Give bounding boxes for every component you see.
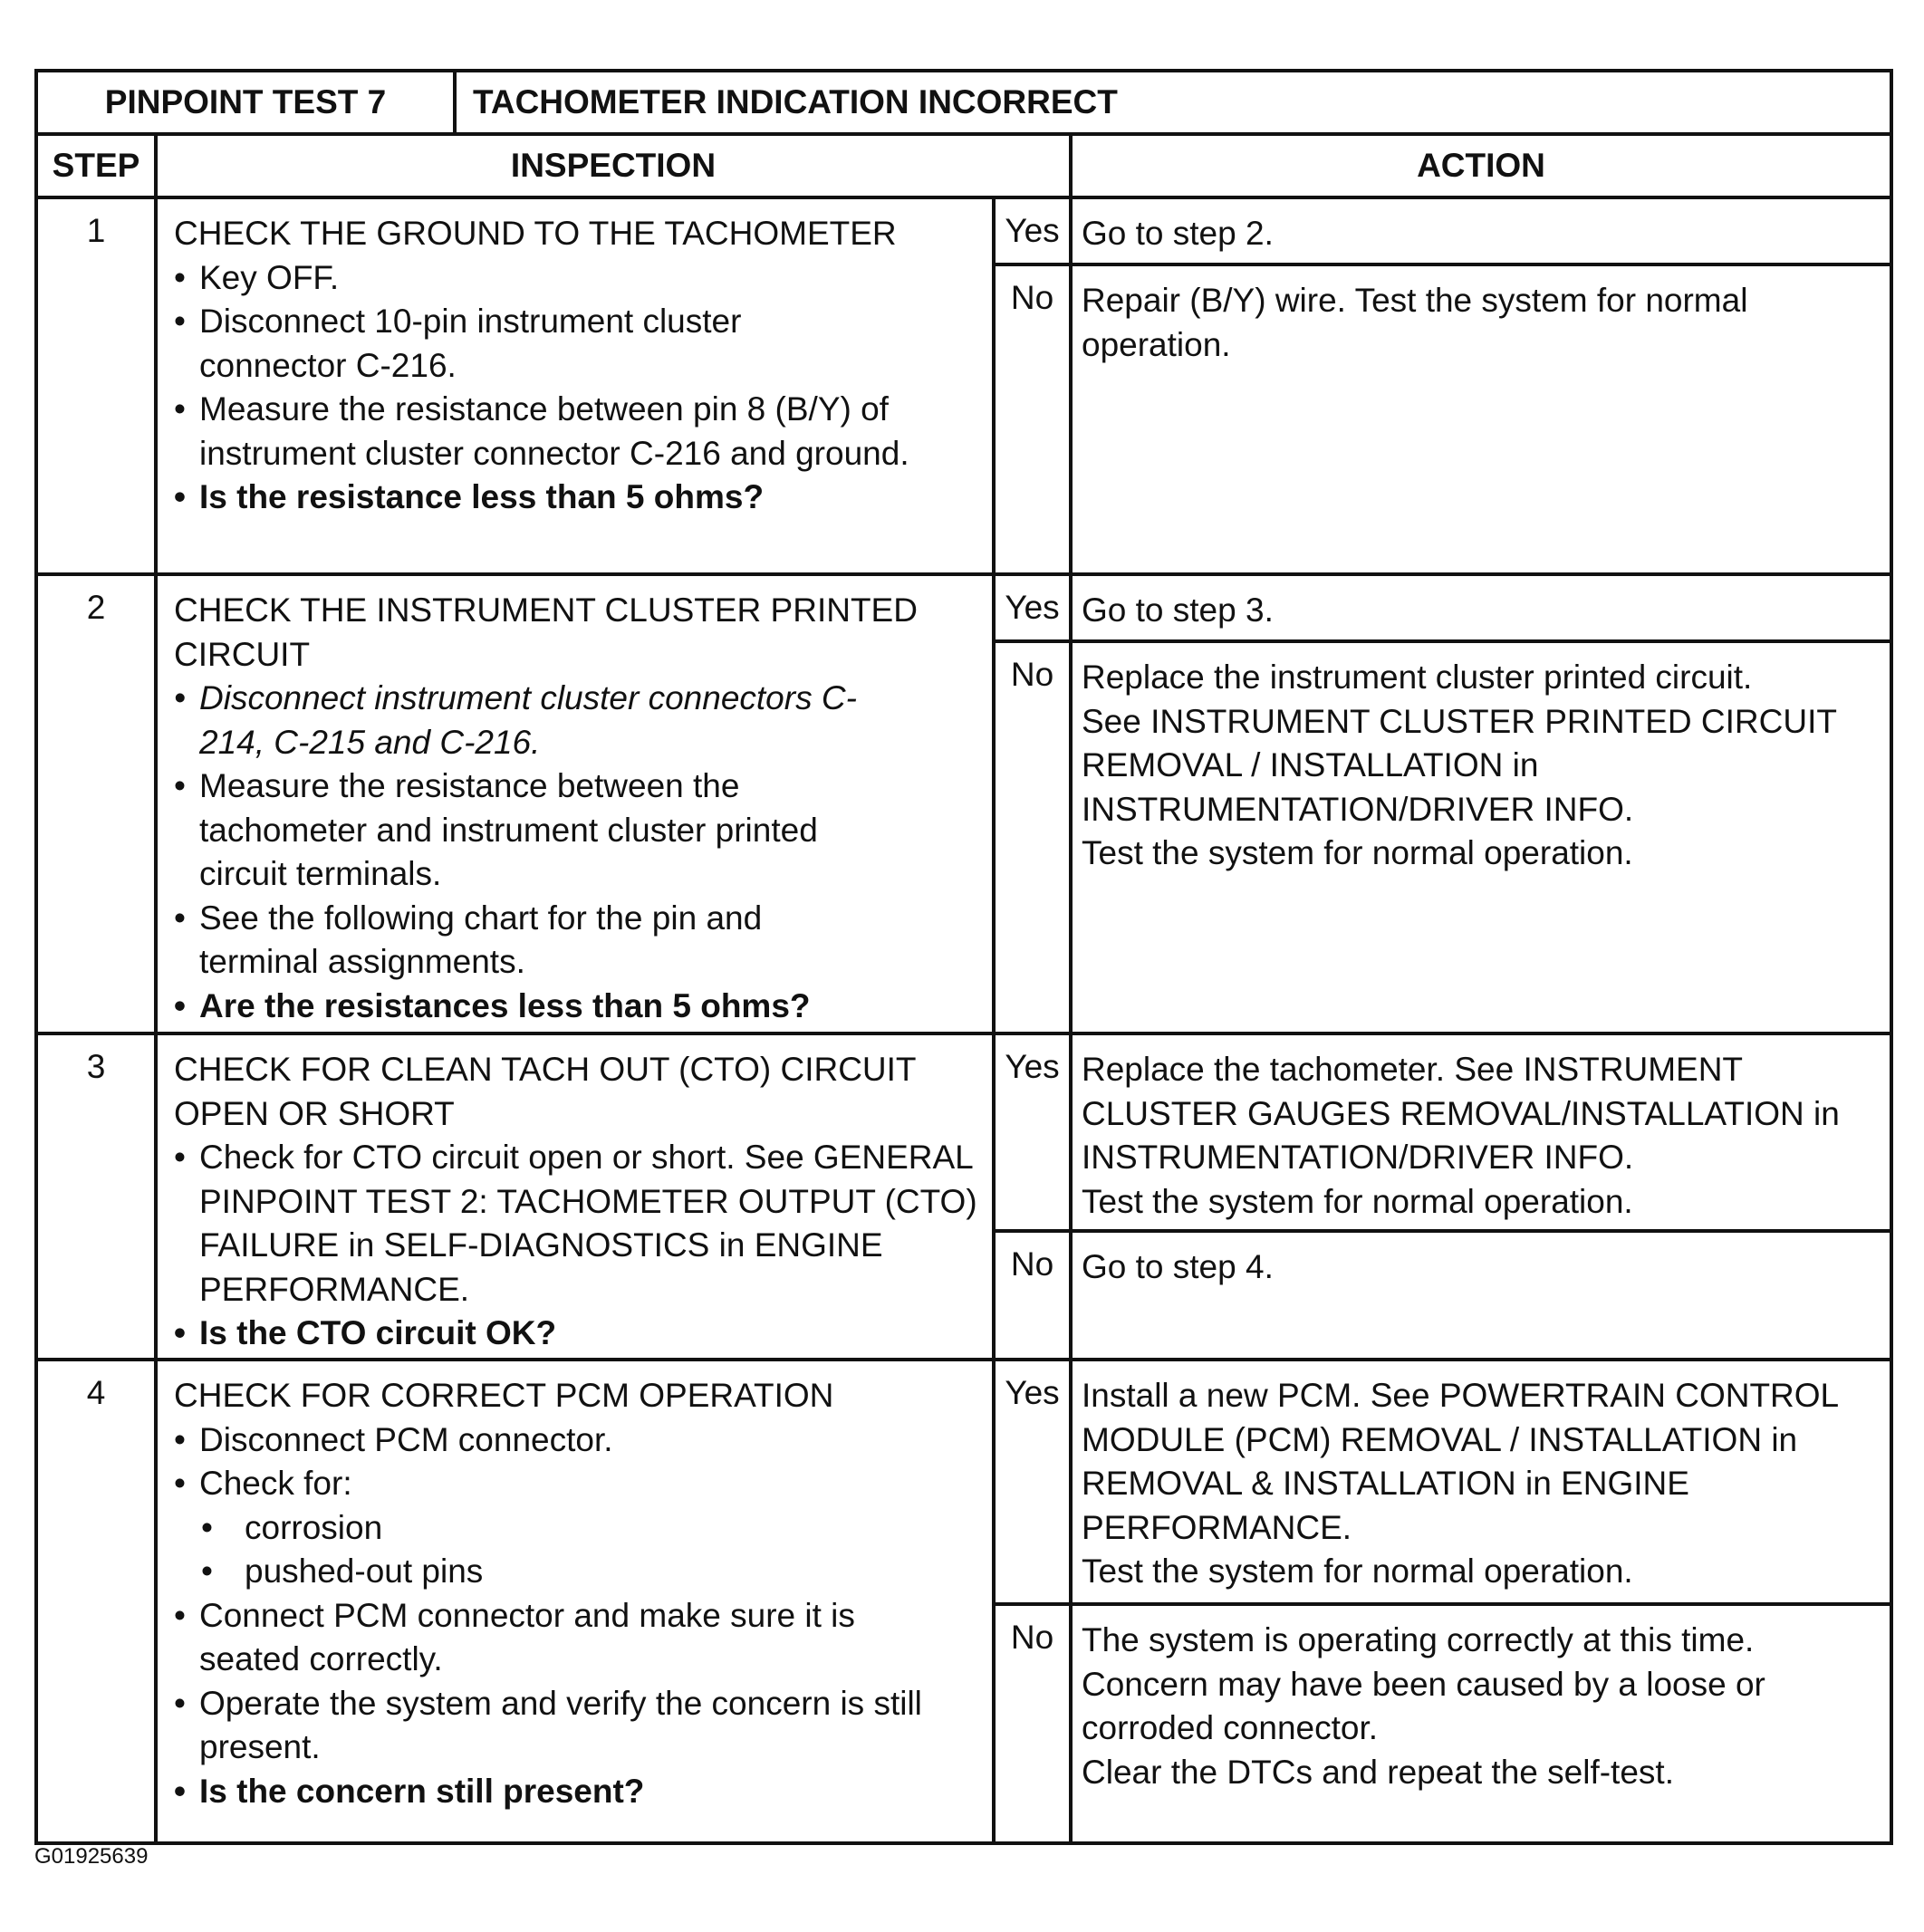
- column-inspection: INSPECTION: [158, 136, 1073, 196]
- no-action-line: The system is operating correctly at this time.: [1082, 1621, 1755, 1658]
- inspection-bullet: • Key OFF.: [174, 256, 983, 301]
- yes-label: Yes: [996, 576, 1073, 639]
- no-action: [1073, 643, 1890, 1032]
- column-action: ACTION: [1417, 147, 1545, 184]
- column-step: STEP: [38, 136, 158, 196]
- inspection-question: • Is the resistance less than 5 ohms?: [174, 476, 983, 520]
- step-row-1: [38, 199, 1890, 576]
- inspection-list: [174, 1418, 983, 1506]
- action-cell: [996, 576, 1890, 1032]
- no-action-line: Concern may have been caused by a loose or corroded connector.: [1082, 1665, 1765, 1746]
- yes-option: [996, 199, 1890, 263]
- inspection-bullet: • Measure the resistance between the tachometer and instrument cluster printed circuit terminals.: [174, 764, 983, 897]
- inspection-question: • Is the concern still present?: [174, 1770, 983, 1814]
- no-action: Go to step 4.: [1082, 1248, 1274, 1285]
- no-label: No: [996, 266, 1073, 572]
- no-option: [996, 263, 1890, 572]
- inspection-sublist: [174, 1506, 983, 1594]
- action-cell: [996, 199, 1890, 572]
- step-number: 1: [38, 199, 158, 572]
- inspection-list: [174, 677, 983, 1028]
- inspection-title: CHECK THE GROUND TO THE TACHOMETER: [174, 215, 897, 252]
- test-title: TACHOMETER INDICATION INCORRECT: [473, 83, 1118, 120]
- no-action-line: Clear the DTCs and repeat the self-test.: [1082, 1753, 1674, 1791]
- figure-code: G01925639: [34, 1844, 149, 1869]
- step-number: 3: [38, 1035, 158, 1358]
- yes-action: Go to step 2.: [1082, 215, 1274, 252]
- no-action: [1073, 1606, 1890, 1841]
- no-option: [996, 1602, 1890, 1841]
- step-number: 2: [38, 576, 158, 1032]
- yes-option: [996, 1035, 1890, 1229]
- inspection-cell: [158, 576, 996, 1032]
- inspection-sub-bullet: • corrosion: [174, 1506, 983, 1551]
- yes-action-line: Install a new PCM. See POWERTRAIN CONTROL MODULE (PCM) REMOVAL / INSTALLATION in REMOVAL & INSTALLATION in ENGINE PERFORMANCE.: [1082, 1377, 1838, 1546]
- step-number: 4: [38, 1361, 158, 1841]
- no-label: No: [996, 1233, 1073, 1358]
- yes-action: [1073, 1035, 1890, 1229]
- inspection-title: CHECK FOR CLEAN TACH OUT (CTO) CIRCUIT OPEN OR SHORT: [174, 1051, 916, 1132]
- inspection-bullet: • Disconnect 10-pin instrument cluster connector C-216.: [174, 300, 983, 388]
- step-row-3: [38, 1035, 1890, 1361]
- no-label: No: [996, 643, 1073, 1032]
- action-cell: [996, 1035, 1890, 1358]
- inspection-bullet: • Check for:: [174, 1462, 983, 1506]
- inspection-bullet: • Connect PCM connector and make sure it is seated correctly.: [174, 1594, 983, 1682]
- inspection-bullet: • Operate the system and verify the concern is still present.: [174, 1682, 983, 1770]
- yes-label: Yes: [996, 1361, 1073, 1602]
- inspection-cell: [158, 1035, 996, 1358]
- inspection-cell: [158, 199, 996, 572]
- yes-option: [996, 1361, 1890, 1602]
- table-header: [38, 72, 1890, 136]
- inspection-list: [174, 1594, 983, 1814]
- step-row-2: [38, 576, 1890, 1035]
- column-headers: [38, 136, 1890, 199]
- inspection-bullet: • Disconnect PCM connector.: [174, 1418, 983, 1463]
- no-action: Repair (B/Y) wire. Test the system for normal operation.: [1082, 282, 1748, 363]
- inspection-bullet: • Disconnect instrument cluster connectors C-214, C-215 and C-216.: [174, 677, 983, 764]
- yes-action-line: Test the system for normal operation.: [1082, 1552, 1633, 1590]
- no-action-line: See INSTRUMENT CLUSTER PRINTED CIRCUIT REMOVAL / INSTALLATION in INSTRUMENTATION/DRIVER INFO.: [1082, 702, 1837, 828]
- step-row-4: [38, 1361, 1890, 1841]
- yes-action: Go to step 3.: [1082, 591, 1274, 629]
- inspection-cell: [158, 1361, 996, 1841]
- inspection-sub-bullet: • pushed-out pins: [174, 1550, 983, 1594]
- inspection-question: • Are the resistances less than 5 ohms?: [174, 985, 983, 1029]
- inspection-title: CHECK FOR CORRECT PCM OPERATION: [174, 1377, 834, 1414]
- yes-action-line: Replace the tachometer. See INSTRUMENT CLUSTER GAUGES REMOVAL/INSTALLATION in INSTRUMENTATION/DRIVER INFO.: [1082, 1051, 1840, 1176]
- yes-action-line: Test the system for normal operation.: [1082, 1182, 1633, 1220]
- inspection-list: [174, 256, 983, 520]
- action-cell: [996, 1361, 1890, 1841]
- yes-label: Yes: [996, 199, 1073, 263]
- inspection-bullet: • Measure the resistance between pin 8 (B/Y) of instrument cluster connector C-216 and ground.: [174, 388, 983, 476]
- yes-option: [996, 576, 1890, 639]
- no-action-line: Replace the instrument cluster printed circuit.: [1082, 658, 1753, 696]
- inspection-question: • Is the CTO circuit OK?: [174, 1312, 983, 1356]
- pinpoint-test-table: [34, 69, 1893, 1845]
- inspection-bullet: • See the following chart for the pin and terminal assignments.: [174, 897, 983, 985]
- no-option: [996, 1229, 1890, 1358]
- inspection-title: CHECK THE INSTRUMENT CLUSTER PRINTED CIRCUIT: [174, 591, 918, 673]
- no-option: [996, 639, 1890, 1032]
- no-label: No: [996, 1606, 1073, 1841]
- test-label: PINPOINT TEST 7: [38, 72, 457, 132]
- no-action-line: Test the system for normal operation.: [1082, 834, 1633, 871]
- yes-action: [1073, 1361, 1890, 1602]
- inspection-list: [174, 1136, 983, 1356]
- inspection-bullet: • Check for CTO circuit open or short. See GENERAL PINPOINT TEST 2: TACHOMETER OUTPUT (CTO) FAILURE in SELF-DIAGNOSTICS in ENGINE PERFORMANCE.: [174, 1136, 983, 1312]
- yes-label: Yes: [996, 1035, 1073, 1229]
